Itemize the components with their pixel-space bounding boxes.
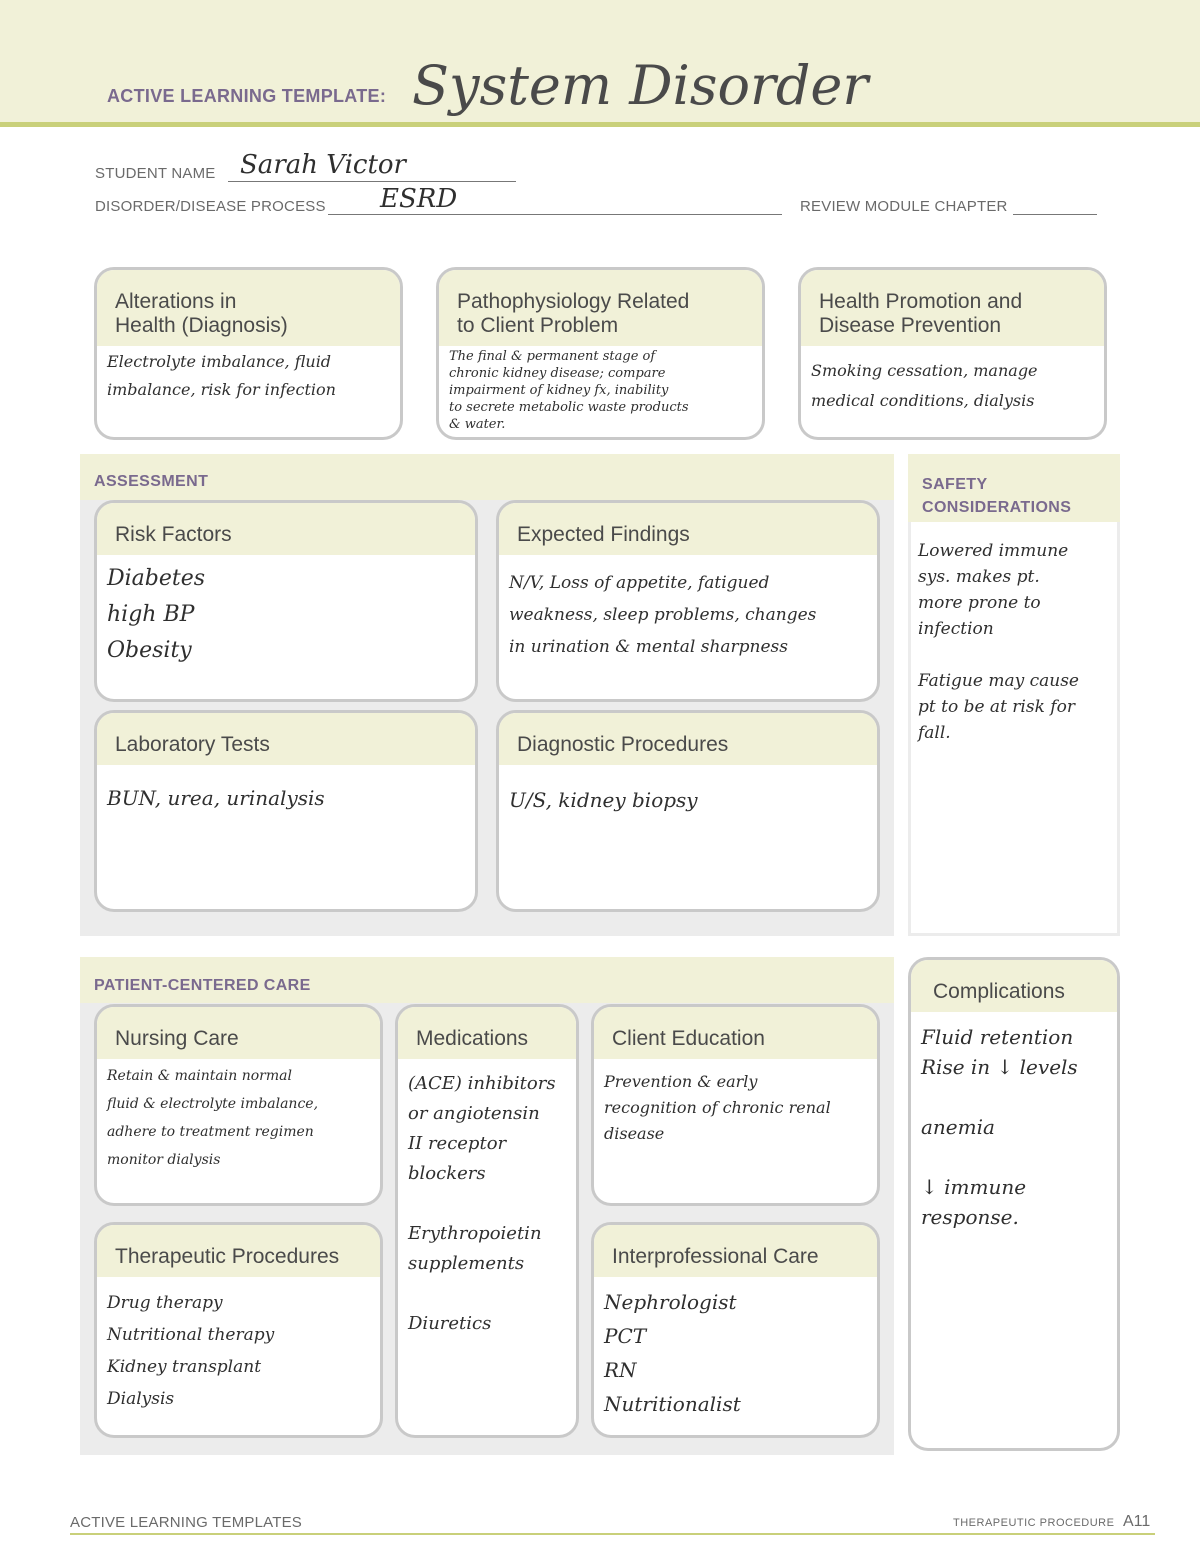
medications-box: [395, 1004, 579, 1438]
diagnostic-procedures-title: Diagnostic Procedures: [499, 713, 877, 765]
alterations-box: [94, 267, 403, 440]
complications-text[interactable]: Fluid retention Rise in ↓ levels anemia ↓ immune response.: [921, 1025, 1078, 1229]
student-name-label: STUDENT NAME: [95, 165, 216, 182]
nursing-care-title: Nursing Care: [97, 1007, 380, 1059]
safety-label: SAFETY CONSIDERATIONS: [922, 476, 1072, 516]
pathophysiology-title: Pathophysiology Related to Client Problem: [439, 270, 762, 346]
client-education-box: [591, 1004, 880, 1206]
diagnostic-procedures-text[interactable]: U/S, kidney biopsy: [509, 788, 698, 812]
safety-text[interactable]: Lowered immune sys. makes pt. more prone to infection Fatigue may cause pt to be at risk for fall.: [918, 541, 1079, 743]
nursing-care-box: [94, 1004, 383, 1206]
therapeutic-procedures-title: Therapeutic Procedures: [97, 1225, 380, 1277]
medications-text[interactable]: (ACE) inhibitors or angiotensin II receptor blockers Erythropoietin supplements Diuretics: [408, 1073, 556, 1334]
laboratory-tests-box: [94, 710, 478, 912]
pathophysiology-box: [436, 267, 765, 440]
expected-findings-title: Expected Findings: [499, 503, 877, 555]
complications-title: Complications: [911, 960, 1117, 1012]
complications-box: [908, 957, 1120, 1451]
interprofessional-care-box: [591, 1222, 880, 1438]
medications-title: Medications: [398, 1007, 576, 1059]
footer-divider: [70, 1533, 1155, 1535]
risk-factors-box: [94, 500, 478, 702]
laboratory-tests-title: Laboratory Tests: [97, 713, 475, 765]
expected-findings-text[interactable]: N/V, Loss of appetite, fatigued weakness, sleep problems, changes in urination & mental sharpness: [509, 573, 817, 657]
template-title: System Disorder: [412, 54, 869, 117]
header-divider: [0, 122, 1200, 127]
review-module-label: REVIEW MODULE CHAPTER: [800, 198, 1008, 215]
risk-factors-title: Risk Factors: [97, 503, 475, 555]
pathophysiology-text[interactable]: The final & permanent stage of chronic kidney disease; compare impairment of kidney fx, inability to secrete metabolic waste products & water.: [449, 349, 689, 432]
client-education-title: Client Education: [594, 1007, 877, 1059]
client-education-text[interactable]: Prevention & early recognition of chronic renal disease: [604, 1072, 831, 1143]
diagnostic-procedures-box: [496, 710, 880, 912]
therapeutic-procedures-box: [94, 1222, 383, 1438]
page-number: A11: [1123, 1513, 1151, 1530]
therapeutic-procedures-text[interactable]: Drug therapy Nutritional therapy Kidney transplant Dialysis: [107, 1293, 275, 1409]
interprofessional-care-title: Interprofessional Care: [594, 1225, 877, 1277]
patient-centered-care-label: PATIENT-CENTERED CARE: [94, 977, 311, 994]
footer-left-label: ACTIVE LEARNING TEMPLATES: [70, 1514, 302, 1531]
health-promotion-title: Health Promotion and Disease Prevention: [801, 270, 1104, 346]
health-promotion-text[interactable]: Smoking cessation, manage medical conditions, dialysis: [811, 361, 1038, 410]
health-promotion-box: [798, 267, 1107, 440]
review-module-line[interactable]: [1013, 199, 1097, 215]
disorder-value[interactable]: ESRD: [380, 184, 458, 214]
expected-findings-box: [496, 500, 880, 702]
assessment-label: ASSESSMENT: [94, 473, 209, 490]
footer-right-label: THERAPEUTIC PROCEDURE: [953, 1517, 1115, 1529]
laboratory-tests-text[interactable]: BUN, urea, urinalysis: [107, 786, 325, 810]
disorder-label: DISORDER/DISEASE PROCESS: [95, 198, 326, 215]
nursing-care-text[interactable]: Retain & maintain normal fluid & electrolyte imbalance, adhere to treatment regimen monitor dialysis: [107, 1068, 319, 1168]
student-name-value[interactable]: Sarah Victor: [240, 150, 406, 180]
risk-factors-text[interactable]: Diabetes high BP Obesity: [107, 566, 206, 663]
alterations-title: Alterations in Health (Diagnosis): [97, 270, 400, 346]
template-label: ACTIVE LEARNING TEMPLATE:: [107, 86, 387, 106]
interprofessional-care-text[interactable]: Nephrologist PCT RN Nutritionalist: [604, 1290, 741, 1416]
alterations-text[interactable]: Electrolyte imbalance, fluid imbalance, risk for infection: [107, 352, 336, 399]
